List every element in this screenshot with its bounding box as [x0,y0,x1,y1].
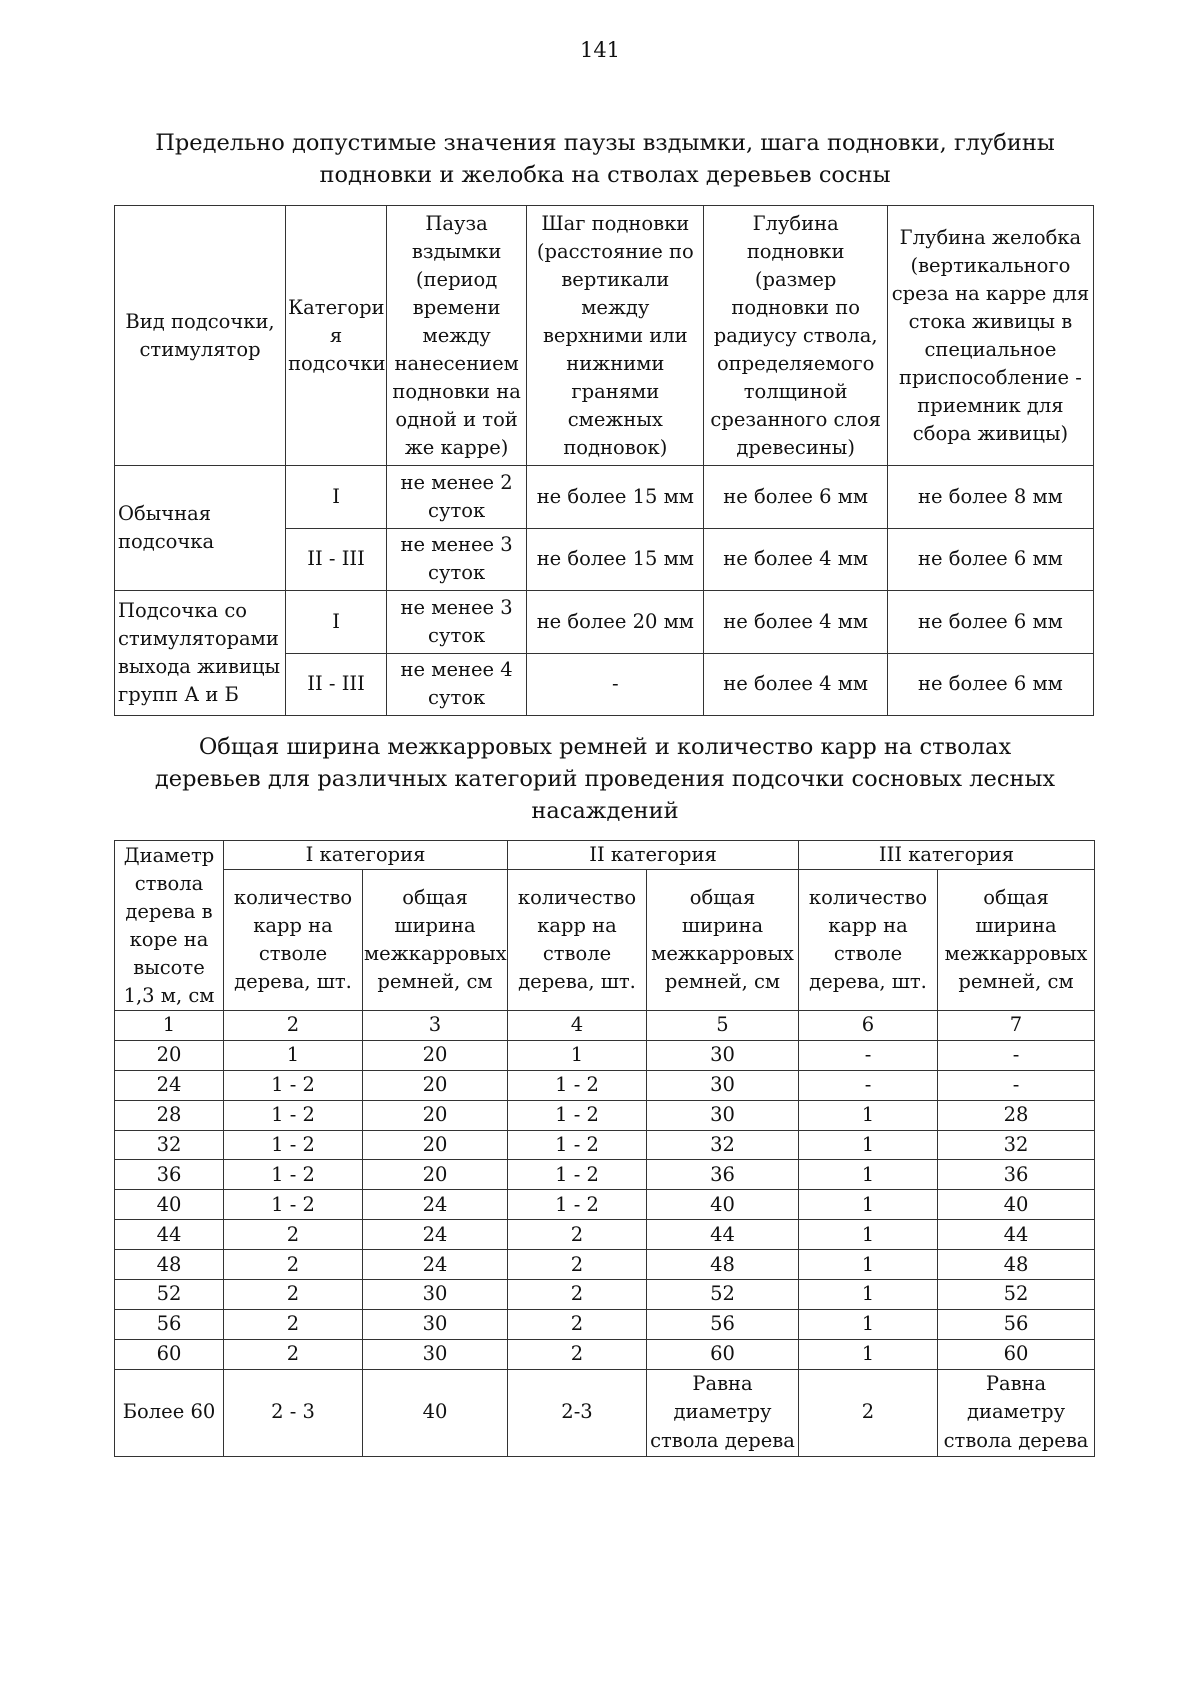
table-cell: 44 [938,1220,1095,1250]
table-cell: - [938,1040,1095,1070]
pause-cell: не менее 4 суток [387,653,527,716]
table-cell: 20 [363,1100,508,1130]
category-cell: II - III [286,528,387,591]
column-number-row [115,1011,1095,1041]
table-cell: - [799,1070,938,1100]
category-header-row [115,841,1095,870]
category-cell: II - III [286,653,387,716]
table-row [115,1369,1095,1456]
diameter-cell: 24 [115,1070,224,1100]
groove-cell: не более 6 мм [887,528,1093,591]
table-cell: 36 [938,1160,1095,1190]
table2-title-line: насаждений [531,798,679,824]
table2-body [115,1040,1095,1369]
table-cell: 1 - 2 [508,1160,647,1190]
table-row [115,466,1094,529]
header-belt-width: общая ширина межкарровых ремней, см [938,870,1095,1011]
diameter-cell: 28 [115,1100,224,1130]
header-belt-width: общая ширина межкарровых ремней, см [363,870,508,1011]
table-cell: 60 [647,1339,799,1369]
depth-cell: не более 6 мм [704,466,887,529]
table-cell: 1 [799,1190,938,1220]
header-category-1: I категория [224,841,508,870]
table-cell: 24 [363,1220,508,1250]
groove-cell: не более 6 мм [887,653,1093,716]
table-row [115,1190,1095,1220]
table-cell: 1 [799,1339,938,1369]
table-cell: 20 [363,1040,508,1070]
table-row [115,1250,1095,1280]
table-cell: 2 [508,1220,647,1250]
table-cell: 60 [938,1339,1095,1369]
header-depth: Глубина подновки (размер подновки по радиусу ствола, определяемого толщиной срезанного слоя древесины) [704,206,887,466]
header-carre-count: количество карр на стволе дерева, шт. [224,870,363,1011]
groove-cell: не более 6 мм [887,591,1093,654]
table-cell: 2 [224,1280,363,1310]
table-cell: 2 [224,1309,363,1339]
table-row [115,1160,1095,1190]
subheader-row [115,870,1095,1011]
groove-cell: не более 8 мм [887,466,1093,529]
table-cell: 1 [799,1220,938,1250]
step-cell: не более 15 мм [527,528,704,591]
header-step: Шаг подновки (расстояние по вертикали между верхними или нижними гранями смежных подновок) [527,206,704,466]
diameter-cell: 40 [115,1190,224,1220]
table1-title-line: подновки и желобка на стволах деревьев сосны [319,162,891,188]
table-cell: 2 [224,1220,363,1250]
pause-cell: не менее 2 суток [387,466,527,529]
column-number: 1 [115,1011,224,1041]
table-header-row [115,206,1094,466]
table-cell: 2 [508,1250,647,1280]
table-cell: 1 - 2 [508,1100,647,1130]
table-cell: 36 [647,1160,799,1190]
table-row [115,1339,1095,1369]
table-row [115,1309,1095,1339]
table-cell: 52 [647,1280,799,1310]
header-diameter: Диаметр ствола дерева в коре на высоте 1,3 м, см [115,841,224,1011]
table1-title [120,127,1090,191]
inter-carre-belts-table [114,840,1095,1457]
table-cell: 1 - 2 [508,1130,647,1160]
table-cell: Равна диаметру ствола дерева [647,1369,799,1456]
header-tapping-category: Категори я подсочки [286,206,387,466]
table-row [115,1220,1095,1250]
diameter-cell: 32 [115,1130,224,1160]
column-number: 5 [647,1011,799,1041]
depth-cell: не более 4 мм [704,528,887,591]
depth-cell: не более 4 мм [704,591,887,654]
header-belt-width: общая ширина межкарровых ремней, см [647,870,799,1011]
table-cell: 2 [508,1309,647,1339]
table-cell: 1 [799,1160,938,1190]
step-cell: - [527,653,704,716]
table-cell: 24 [363,1190,508,1220]
table-cell: 56 [647,1309,799,1339]
category-cell: I [286,466,387,529]
table-cell: 2 [224,1339,363,1369]
diameter-cell: 36 [115,1160,224,1190]
table-cell: 40 [938,1190,1095,1220]
tapping-kind-cell: Обычная подсочка [115,466,286,591]
table-cell: 30 [363,1280,508,1310]
table-cell: 2-3 [508,1369,647,1456]
table-row [115,1070,1095,1100]
table-cell: 32 [647,1130,799,1160]
table-cell: 30 [363,1309,508,1339]
column-number: 6 [799,1011,938,1041]
table-cell: 56 [938,1309,1095,1339]
table-cell: 28 [938,1100,1095,1130]
diameter-cell: 52 [115,1280,224,1310]
table-cell: 2 [224,1250,363,1280]
table-row [115,1130,1095,1160]
step-cell: не более 15 мм [527,466,704,529]
header-pause: Пауза вздымки (период времени между нанесением подновки на одной и той же карре) [387,206,527,466]
table2-title [120,731,1090,827]
table-cell: 30 [647,1070,799,1100]
table-cell: 1 - 2 [508,1070,647,1100]
table-row [115,1100,1095,1130]
diameter-cell: 60 [115,1339,224,1369]
table-cell: 48 [647,1250,799,1280]
step-cell: не более 20 мм [527,591,704,654]
depth-cell: не более 4 мм [704,653,887,716]
table-cell: 1 [799,1100,938,1130]
column-number: 3 [363,1011,508,1041]
table-cell: 1 - 2 [224,1100,363,1130]
table-cell: 1 [224,1040,363,1070]
table-cell: 20 [363,1160,508,1190]
table-cell: 2 - 3 [224,1369,363,1456]
table-cell: 52 [938,1280,1095,1310]
table-cell: 2 [508,1339,647,1369]
table-cell: 40 [647,1190,799,1220]
table-cell: 1 [508,1040,647,1070]
table-cell: 1 [799,1130,938,1160]
category-cell: I [286,591,387,654]
table-cell: 1 - 2 [224,1070,363,1100]
table-cell: 1 - 2 [224,1160,363,1190]
table-cell: 30 [647,1040,799,1070]
table-cell: 20 [363,1130,508,1160]
pause-cell: не менее 3 суток [387,528,527,591]
tapping-limits-table [114,205,1094,716]
table-cell: 30 [647,1100,799,1130]
table-row [115,1280,1095,1310]
diameter-cell: 20 [115,1040,224,1070]
header-category-2: II категория [508,841,799,870]
diameter-cell: 48 [115,1250,224,1280]
table-cell: - [938,1070,1095,1100]
table-cell: 48 [938,1250,1095,1280]
table-cell: 1 [799,1309,938,1339]
table1-title-line: Предельно допустимые значения паузы вздымки, шага подновки, глубины [155,130,1055,156]
table-cell: 1 - 2 [224,1130,363,1160]
column-number: 7 [938,1011,1095,1041]
table-cell: 1 [799,1280,938,1310]
header-carre-count: количество карр на стволе дерева, шт. [799,870,938,1011]
table-cell: 30 [363,1339,508,1369]
table-cell: 1 - 2 [224,1190,363,1220]
column-number: 4 [508,1011,647,1041]
table-cell: 20 [363,1070,508,1100]
header-groove: Глубина желобка (вертикального среза на карре для стока живицы в специальное приспособление - приемник для сбора живицы) [887,206,1093,466]
diameter-cell: 44 [115,1220,224,1250]
table-row [115,591,1094,654]
diameter-cell: Более 60 [115,1369,224,1456]
table2-title-line: деревьев для различных категорий проведения подсочки сосновых лесных [154,766,1056,792]
header-tapping-kind: Вид подсочки, стимулятор [115,206,286,466]
header-category-3: III категория [799,841,1095,870]
table-cell: 2 [799,1369,938,1456]
column-number: 2 [224,1011,363,1041]
table2-title-line: Общая ширина межкарровых ремней и количество карр на стволах [198,734,1012,760]
diameter-cell: 56 [115,1309,224,1339]
table-row [115,1040,1095,1070]
table-cell: 24 [363,1250,508,1280]
table-cell: 1 - 2 [508,1190,647,1220]
table-cell: 44 [647,1220,799,1250]
table-cell: - [799,1040,938,1070]
pause-cell: не менее 3 суток [387,591,527,654]
table-cell: 40 [363,1369,508,1456]
table-cell: 2 [508,1280,647,1310]
table-cell: 32 [938,1130,1095,1160]
page-number: 141 [579,38,621,62]
header-carre-count: количество карр на стволе дерева, шт. [508,870,647,1011]
tapping-kind-cell: Подсочка со стимуляторами выхода живицы групп А и Б [115,591,286,716]
table-cell: Равна диаметру ствола дерева [938,1369,1095,1456]
table-cell: 1 [799,1250,938,1280]
